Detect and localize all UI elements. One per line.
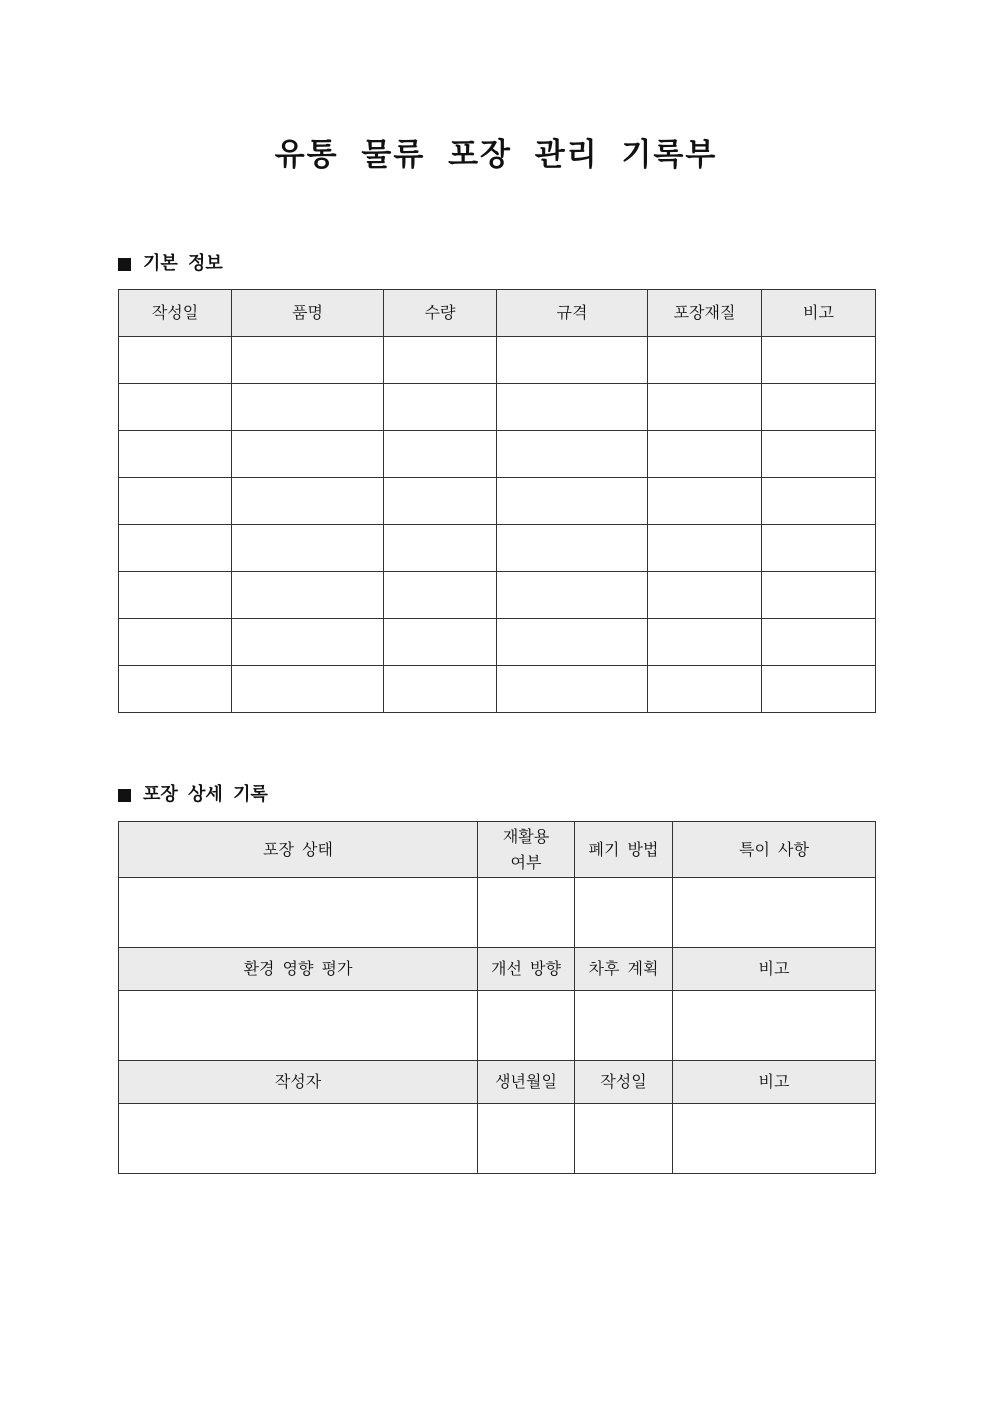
table-cell[interactable] [648,525,762,572]
table-cell[interactable] [762,666,876,713]
column-header [232,290,384,337]
detail-header-row [119,1061,876,1104]
table-cell[interactable] [232,666,384,713]
table-cell[interactable] [648,337,762,384]
table-row [119,384,876,431]
section-heading-label: 포장 상세 기록 [143,784,268,805]
table-header-row [119,290,876,337]
table-cell[interactable] [384,337,497,384]
table-cell[interactable] [648,572,762,619]
table-row [119,525,876,572]
detail-header-cell [575,1061,673,1104]
detail-value-cell[interactable] [119,878,478,948]
table-cell[interactable] [384,619,497,666]
table-cell[interactable] [648,619,762,666]
table-cell[interactable] [384,666,497,713]
basic-info-table [118,289,876,713]
column-header [384,290,497,337]
table-cell[interactable] [762,619,876,666]
table-cell[interactable] [384,572,497,619]
table-cell[interactable] [232,431,384,478]
header-label: 비고 [758,959,790,978]
document-title: 유통 물류 포장 관리 기록부 [274,137,718,173]
header-label: 비고 [758,1072,790,1091]
detail-header-row [119,822,876,878]
detail-value-cell[interactable] [575,1104,673,1174]
detail-header-cell [119,1061,478,1104]
header-label: 포장재질 [673,303,736,322]
detail-value-cell[interactable] [119,1104,478,1174]
square-bullet-icon [118,789,131,802]
table-cell[interactable] [119,478,232,525]
header-label: 작성일 [151,303,199,322]
header-label: 생년월일 [495,1072,557,1091]
table-cell[interactable] [119,666,232,713]
detail-header-cell [575,948,673,991]
detail-header-cell [119,822,478,878]
table-cell[interactable] [762,478,876,525]
detail-header-cell [673,822,876,878]
header-label: 품명 [292,303,323,322]
table-cell[interactable] [497,666,648,713]
table-row [119,337,876,384]
header-label: 재활용 여부 [502,826,550,872]
detail-value-row [119,878,876,948]
table-cell[interactable] [119,525,232,572]
detail-header-cell [673,1061,876,1104]
table-cell[interactable] [497,384,648,431]
table-cell[interactable] [497,619,648,666]
detail-header-row [119,948,876,991]
table-row [119,431,876,478]
detail-value-cell[interactable] [575,991,673,1061]
header-label: 작성자 [274,1072,322,1091]
detail-header-cell [478,1061,575,1104]
section-heading-basic-info [118,251,223,277]
table-cell[interactable] [762,337,876,384]
table-cell[interactable] [497,478,648,525]
table-cell[interactable] [384,478,497,525]
detail-value-row [119,1104,876,1174]
table-cell[interactable] [762,431,876,478]
table-cell[interactable] [119,572,232,619]
header-label: 환경 영향 평가 [243,959,353,978]
header-label: 작성일 [600,1072,647,1091]
table-cell[interactable] [232,337,384,384]
table-cell[interactable] [497,431,648,478]
header-label: 비고 [803,303,834,322]
table-cell[interactable] [119,384,232,431]
table-cell[interactable] [648,431,762,478]
table-cell[interactable] [384,384,497,431]
table-cell[interactable] [648,666,762,713]
table-cell[interactable] [119,337,232,384]
column-header [762,290,876,337]
detail-value-cell[interactable] [478,991,575,1061]
detail-value-cell[interactable] [673,878,876,948]
table-cell[interactable] [384,525,497,572]
table-cell[interactable] [119,619,232,666]
table-cell[interactable] [232,478,384,525]
table-cell[interactable] [648,478,762,525]
table-row [119,619,876,666]
table-cell[interactable] [232,525,384,572]
detail-value-cell[interactable] [119,991,478,1061]
detail-value-cell[interactable] [575,878,673,948]
table-cell[interactable] [497,572,648,619]
table-cell[interactable] [762,572,876,619]
packaging-detail-table [118,821,876,1174]
table-cell[interactable] [232,572,384,619]
detail-value-cell[interactable] [673,1104,876,1174]
detail-value-cell[interactable] [478,1104,575,1174]
table-cell[interactable] [497,337,648,384]
square-bullet-icon [118,258,131,271]
section-heading-packaging-detail [118,782,268,808]
column-header [648,290,762,337]
table-cell[interactable] [762,525,876,572]
detail-header-cell [478,948,575,991]
header-label: 개선 방향 [491,959,561,978]
section-heading-label: 기본 정보 [143,253,223,274]
table-cell[interactable] [384,431,497,478]
table-cell[interactable] [648,384,762,431]
header-label: 특이 사항 [739,839,809,859]
table-row [119,572,876,619]
table-row [119,666,876,713]
detail-value-cell[interactable] [673,991,876,1061]
header-label: 수량 [424,303,456,322]
header-label: 차후 계획 [588,959,659,978]
header-label: 포장 상태 [263,839,333,859]
table-cell[interactable] [232,619,384,666]
detail-header-cell [478,822,575,878]
table-cell[interactable] [119,431,232,478]
detail-header-cell [673,948,876,991]
column-header [497,290,648,337]
detail-header-cell [575,822,673,878]
table-row [119,478,876,525]
detail-value-cell[interactable] [478,878,575,948]
table-cell[interactable] [762,384,876,431]
header-label: 규격 [556,303,588,322]
column-header [119,290,232,337]
detail-value-row [119,991,876,1061]
detail-header-cell [119,948,478,991]
table-cell[interactable] [497,525,648,572]
header-label: 폐기 방법 [588,839,659,859]
table-cell[interactable] [232,384,384,431]
